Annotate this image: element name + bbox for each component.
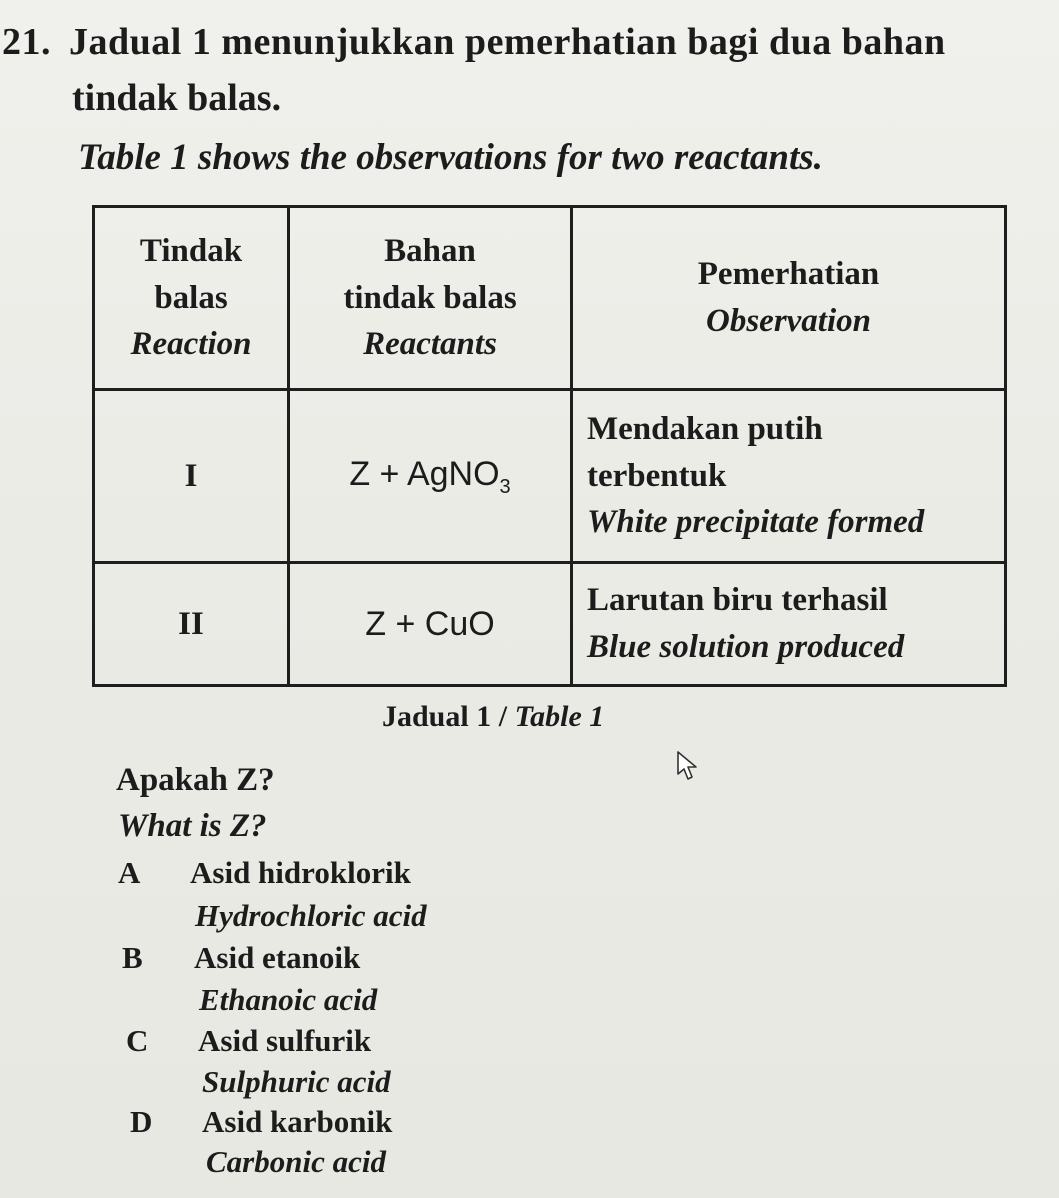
header-reactants-en: Reactants <box>363 326 497 363</box>
option-text-ms: Asid etanoik <box>194 940 361 975</box>
question-text-ms-line2: tindak balas. <box>72 77 282 119</box>
question-text-line1 <box>2 20 946 64</box>
option-letter: B <box>122 940 143 975</box>
header-reactants <box>289 207 572 390</box>
option-a-en: Hydrochloric acid <box>195 898 427 933</box>
prompt-ms: Apakah Z? <box>116 762 275 798</box>
option-letter: A <box>118 855 141 890</box>
option-d-en: Carbonic acid <box>206 1144 386 1179</box>
header-observation <box>572 207 1006 390</box>
table-caption-ms: Jadual 1 <box>382 700 492 733</box>
option-c-en: Sulphuric acid <box>202 1064 391 1099</box>
header-reaction-en: Reaction <box>130 326 252 363</box>
observation-ms-1: Mendakan putih <box>587 410 823 447</box>
reactants-cell: Z + CuO <box>289 563 572 686</box>
header-reaction-ms-2: balas <box>154 279 228 316</box>
table-row <box>94 390 1006 563</box>
option-text-ms: Asid sulfurik <box>198 1023 372 1058</box>
header-reaction-ms-1: Tindak <box>139 232 243 269</box>
question-text-ms-line1: Jadual 1 menunjukkan pemerhatian bagi dua bahan <box>69 21 946 63</box>
table-caption-separator: / <box>491 700 515 733</box>
reactants-cell <box>289 390 572 563</box>
reactants-formula: Z + AgNO <box>349 455 500 494</box>
table-caption-en: Table 1 <box>514 700 605 733</box>
option-text-ms: Asid hidroklorik <box>190 855 411 890</box>
option-c[interactable] <box>126 1023 371 1059</box>
header-reaction <box>94 207 289 390</box>
prompt-en: What is Z? <box>118 808 267 844</box>
reaction-cell: I <box>94 390 289 563</box>
option-b-en: Ethanoic acid <box>199 982 378 1017</box>
observation-ms: Larutan biru terhasil <box>587 582 888 619</box>
observation-en: White precipitate formed <box>587 504 925 541</box>
option-b[interactable] <box>122 940 360 976</box>
header-reactants-ms-1: Bahan <box>384 232 476 269</box>
table-row <box>94 563 1006 686</box>
observation-en: Blue solution produced <box>587 629 905 665</box>
mouse-pointer-icon <box>676 750 702 782</box>
option-letter: D <box>130 1104 153 1139</box>
observation-ms-2: terbentuk <box>587 457 727 494</box>
option-a[interactable] <box>118 855 411 891</box>
question-number: 21. <box>2 21 51 63</box>
observation-cell <box>572 563 1006 686</box>
table-header-row <box>94 207 1006 390</box>
table-caption <box>382 700 604 734</box>
header-observation-ms: Pemerhatian <box>697 256 880 293</box>
header-reactants-ms-2: tindak balas <box>343 279 517 316</box>
option-letter: C <box>126 1023 149 1058</box>
observation-cell <box>572 390 1006 563</box>
header-observation-en: Observation <box>706 303 871 339</box>
reactants-subscript: 3 <box>499 476 511 499</box>
reaction-cell: II <box>94 563 289 686</box>
observation-table <box>92 205 1007 687</box>
option-text-ms: Asid karbonik <box>202 1104 393 1139</box>
question-text-en: Table 1 shows the observations for two reactants. <box>78 137 823 178</box>
option-d[interactable] <box>130 1104 392 1140</box>
